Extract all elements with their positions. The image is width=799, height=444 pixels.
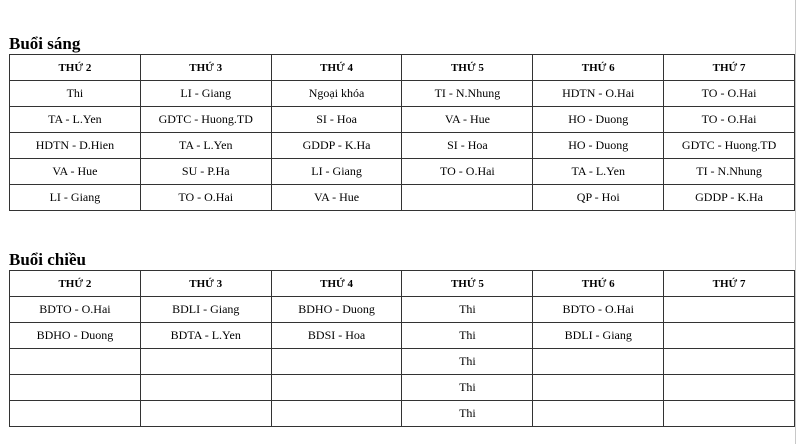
table-cell: TO - O.Hai (140, 185, 271, 211)
table-cell: TO - O.Hai (664, 81, 795, 107)
table-cell: BDSI - Hoa (271, 323, 402, 349)
table-cell: GDDP - K.Ha (664, 185, 795, 211)
table-cell: GDTC - Huong.TD (664, 133, 795, 159)
table-row (10, 297, 795, 323)
table-cell: BDTO - O.Hai (533, 297, 664, 323)
table-cell (664, 349, 795, 375)
table-row (10, 375, 795, 401)
header-day-3: THỨ 3 (140, 55, 271, 81)
table-cell (664, 323, 795, 349)
table-cell: LI - Giang (10, 185, 141, 211)
table-cell: BDHO - Duong (10, 323, 141, 349)
table-cell: BDLI - Giang (140, 297, 271, 323)
table-cell (533, 401, 664, 427)
page-edge-rule (795, 0, 796, 444)
table-row (10, 323, 795, 349)
table-cell: Thi (402, 349, 533, 375)
table-cell: Thi (402, 297, 533, 323)
table-cell: Thi (402, 401, 533, 427)
table-header-row (10, 271, 795, 297)
header-day-6: THỨ 6 (533, 271, 664, 297)
table-cell: TI - N.Nhung (402, 81, 533, 107)
table-cell: BDTA - L.Yen (140, 323, 271, 349)
table-cell: VA - Hue (402, 107, 533, 133)
header-day-7: THỨ 7 (664, 271, 795, 297)
table-cell: Thi (10, 81, 141, 107)
table-cell: TO - O.Hai (402, 159, 533, 185)
table-cell (664, 375, 795, 401)
table-cell (271, 349, 402, 375)
morning-schedule-table (9, 54, 795, 211)
table-row (10, 159, 795, 185)
header-day-7: THỨ 7 (664, 55, 795, 81)
table-cell: TO - O.Hai (664, 107, 795, 133)
header-day-2: THỨ 2 (10, 55, 141, 81)
table-cell (10, 349, 141, 375)
afternoon-schedule-table (9, 270, 795, 427)
table-cell: TI - N.Nhung (664, 159, 795, 185)
table-cell: BDTO - O.Hai (10, 297, 141, 323)
table-cell (533, 375, 664, 401)
table-cell: VA - Hue (10, 159, 141, 185)
table-cell (140, 349, 271, 375)
table-cell: TA - L.Yen (140, 133, 271, 159)
table-cell: HDTN - O.Hai (533, 81, 664, 107)
table-cell (271, 375, 402, 401)
table-row (10, 133, 795, 159)
table-cell: TA - L.Yen (10, 107, 141, 133)
table-cell (140, 401, 271, 427)
table-cell (664, 401, 795, 427)
table-cell (533, 349, 664, 375)
table-cell: BDHO - Duong (271, 297, 402, 323)
table-cell (10, 401, 141, 427)
table-cell (402, 185, 533, 211)
table-cell: SI - Hoa (271, 107, 402, 133)
table-cell: HO - Duong (533, 107, 664, 133)
header-day-5: THỨ 5 (402, 55, 533, 81)
table-cell: LI - Giang (271, 159, 402, 185)
header-day-5: THỨ 5 (402, 271, 533, 297)
table-cell: BDLI - Giang (533, 323, 664, 349)
table-row (10, 401, 795, 427)
table-cell: Ngoại khóa (271, 81, 402, 107)
table-cell: GDTC - Huong.TD (140, 107, 271, 133)
table-cell: HDTN - D.Hien (10, 133, 141, 159)
table-cell: LI - Giang (140, 81, 271, 107)
header-day-2: THỨ 2 (10, 271, 141, 297)
table-cell (10, 375, 141, 401)
table-header-row (10, 55, 795, 81)
header-day-4: THỨ 4 (271, 271, 402, 297)
morning-section-title: Buổi sáng (9, 34, 81, 53)
table-cell: QP - Hoi (533, 185, 664, 211)
header-day-6: THỨ 6 (533, 55, 664, 81)
header-day-3: THỨ 3 (140, 271, 271, 297)
table-cell: Thi (402, 375, 533, 401)
table-cell: VA - Hue (271, 185, 402, 211)
table-row (10, 81, 795, 107)
table-row (10, 107, 795, 133)
table-cell: Thi (402, 323, 533, 349)
table-cell: TA - L.Yen (533, 159, 664, 185)
afternoon-section-title: Buổi chiều (9, 250, 86, 269)
table-cell (664, 297, 795, 323)
header-day-4: THỨ 4 (271, 55, 402, 81)
table-cell: SU - P.Ha (140, 159, 271, 185)
table-cell: HO - Duong (533, 133, 664, 159)
table-cell: GDDP - K.Ha (271, 133, 402, 159)
table-row (10, 185, 795, 211)
table-cell: SI - Hoa (402, 133, 533, 159)
table-cell (140, 375, 271, 401)
table-cell (271, 401, 402, 427)
table-row (10, 349, 795, 375)
